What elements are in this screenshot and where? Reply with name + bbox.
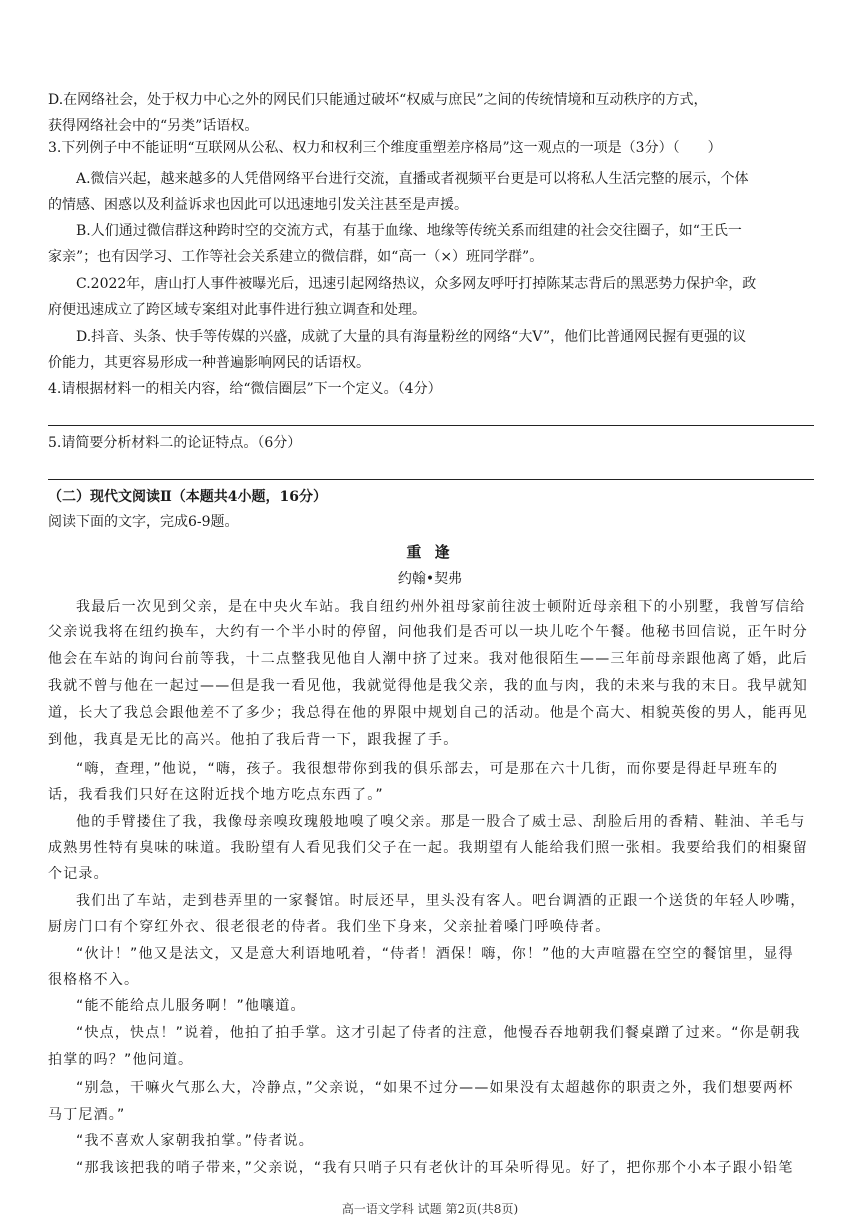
story-line: 我们出了车站，走到巷弄里的一家餐馆。时辰还早，里头没有客人。吧台调酒的正跟一个送货的年轻人吵嘴， bbox=[76, 893, 806, 909]
story-author: 约翰•契弗 bbox=[397, 571, 463, 587]
q4-stem: 4.请根据材料一的相关内容，给“微信圈层”下一个定义。（4分） bbox=[48, 381, 442, 397]
q3-option-b-line1: B.人们通过微信群这种跨时空的交流方式，有基于血缘、地缘等传统关系而组建的社会交往圈子，如“王氏一 bbox=[76, 223, 742, 239]
story-title: 重 逢 bbox=[406, 543, 454, 561]
section2-heading: （二）现代文阅读Ⅱ（本题共4小题，16分） bbox=[48, 489, 328, 505]
q5-stem: 5.请简要分析材料二的论证特点。（6分） bbox=[48, 435, 302, 451]
story-line: 道，长大了我总会跟他差不了多少；我总得在他的界限中规划自己的活动。他是个高大、相貌英俊的男人，能再见 bbox=[48, 705, 808, 721]
story-line: “我不喜欢人家朝我拍掌。”侍者说。 bbox=[76, 1133, 314, 1149]
story-line: 我最后一次见到父亲，是在中央火车站。我自纽约州外祖母家前往波士顿附近母亲租下的小别墅，我曾写信给 bbox=[76, 599, 806, 615]
q3-option-a-line1: A.微信兴起，越来越多的人凭借网络平台进行交流，直播或者视频平台更是可以将私人生活完整的展示，个体 bbox=[76, 171, 749, 187]
q2-option-d-line2: 获得网络社会中的“另类”话语权。 bbox=[48, 118, 259, 134]
q3-option-d-line1: D.抖音、头条、快手等传媒的兴盛，成就了大量的具有海量粉丝的网络“大V”，他们比普通网民握有更强的议 bbox=[76, 329, 747, 345]
q5-answer-line bbox=[48, 479, 814, 480]
q4-answer-line bbox=[48, 425, 814, 426]
story-line: 成熟男性特有臭味的味道。我盼望有人看见我们父子在一起。我期望有人能给我们照一张相。我要给我们的相聚留 bbox=[48, 840, 808, 856]
q3-stem: 3.下列例子中不能证明“互联网从公私、权力和权利三个维度重塑差序格局”这一观点的一项是（3分）（ ） bbox=[48, 140, 722, 156]
story-line: 厨房门口有个穿红外衣、很老很老的侍者。我们坐下身来，父亲扯着嗓门呼唤侍者。 bbox=[48, 919, 611, 935]
story-line: 他的手臂搂住了我，我像母亲嗅玫瑰般地嗅了嗅父亲。那是一股合了威士忌、刮脸后用的香精、鞋油、羊毛与 bbox=[76, 814, 806, 830]
q3-option-c-line1: C.2022年，唐山打人事件被曝光后，迅速引起网络热议，众多网友呼吁打掉陈某志背后的黑恶势力保护伞，政 bbox=[76, 276, 757, 292]
story-line: “能不能给点儿服务啊！”他嚷道。 bbox=[76, 998, 306, 1014]
story-line: “别急，干嘛火气那么大，冷静点，”父亲说，“如果不过分——如果没有太超越你的职责之外，我们想要两杯 bbox=[76, 1080, 794, 1096]
q3-option-d-line2: 价能力，其更容易形成一种普遍影响网民的话语权。 bbox=[48, 355, 370, 371]
section2-instruction: 阅读下面的文字，完成6-9题。 bbox=[48, 514, 239, 530]
story-line: “伙计！”他又是法文，又是意大利语地吼着，“侍者！酒保！嗨，你！”他的大声喧嚣在空空的餐馆里，显得 bbox=[76, 946, 794, 962]
q3-option-a-line2: 的情感、困惑以及利益诉求也因此可以迅速地引发关注甚至是声援。 bbox=[48, 197, 468, 213]
page-footer: 高一语文学科 试题 第2页(共8页) bbox=[341, 1202, 519, 1216]
q2-option-d-line1: D.在网络社会，处于权力中心之外的网民们只能通过破坏“权威与庶民”之间的传统情境和互动秩序的方式， bbox=[48, 92, 708, 108]
story-line: 马丁尼酒。” bbox=[48, 1107, 126, 1123]
story-line: 拍掌的吗？”他问道。 bbox=[48, 1052, 194, 1068]
story-line: 到他，我真是无比的高兴。他拍了我后背一下，跟我握了手。 bbox=[48, 732, 459, 748]
story-line: 父亲说我将在纽约换车，大约有一个半小时的停留，问他我们是否可以一块儿吃个午餐。他秘书回信说，正午时分 bbox=[48, 624, 808, 640]
story-line: 我就不曾与他在一起过——但是我一看见他，我就觉得他是我父亲，我的血与肉，我的未来与我的末日。我早就知 bbox=[48, 678, 808, 694]
q3-option-b-line2: 家亲”；也有因学习、工作等社会关系建立的微信群，如“高一（×）班同学群”。 bbox=[48, 249, 544, 265]
story-line: 个记录。 bbox=[48, 866, 109, 882]
story-line: 很格格不入。 bbox=[48, 972, 140, 988]
story-line: 话，我看我们只好在这附近找个地方吃点东西了。” bbox=[48, 787, 384, 803]
story-line: “那我该把我的哨子带来，”父亲说，“我有只哨子只有老伙计的耳朵听得见。好了，把你那个小本子跟小铅笔 bbox=[76, 1160, 794, 1176]
q3-option-c-line2: 府便迅速成立了跨区域专案组对此事件进行独立调查和处理。 bbox=[48, 302, 426, 318]
story-line: 他会在车站的询问台前等我，十二点整我见他自人潮中挤了过来。我对他很陌生——三年前母亲跟他离了婚，此后 bbox=[48, 651, 808, 667]
story-line: “快点，快点！”说着，他拍了拍手掌。这才引起了侍者的注意，他慢吞吞地朝我们餐桌蹭了过来。“你是朝我 bbox=[76, 1025, 801, 1041]
story-line: “嗨，查理，”他说，“嗨，孩子。我很想带你到我的俱乐部去，可是那在六十几街，而你要是得赶早班车的 bbox=[76, 761, 779, 777]
